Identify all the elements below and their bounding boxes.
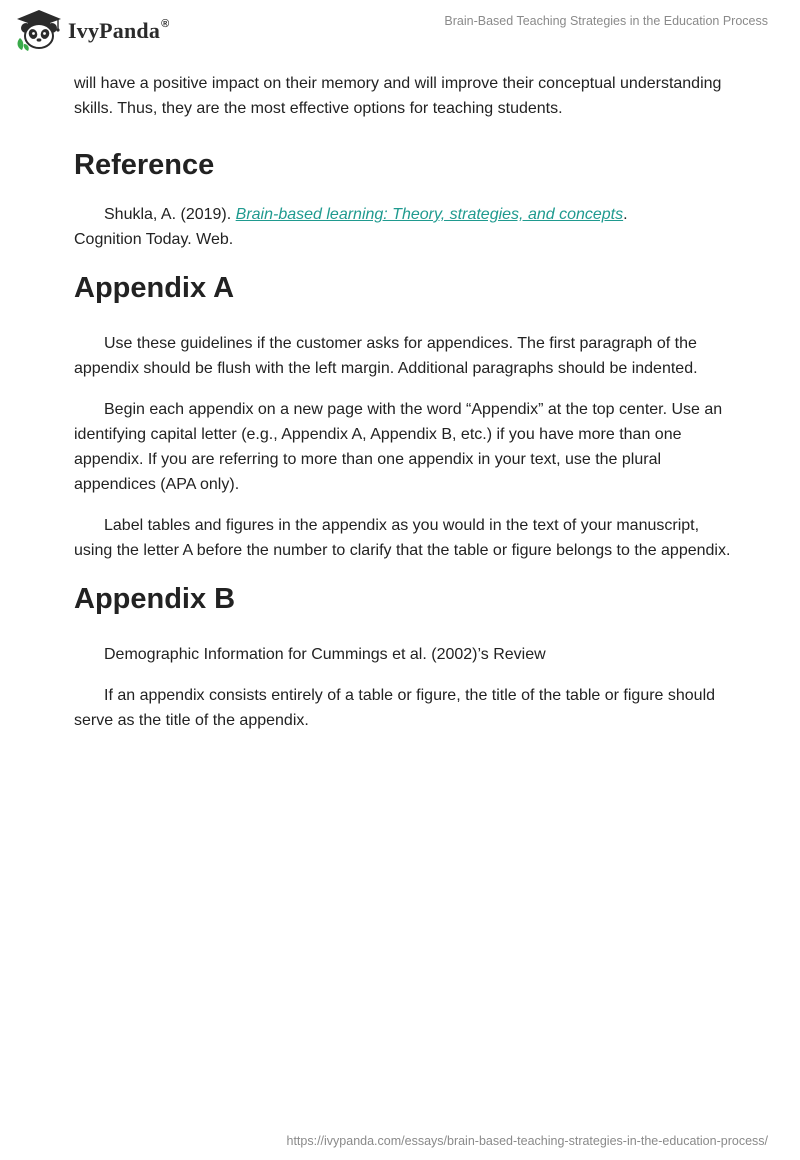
reference-link-period: . xyxy=(623,206,628,223)
reference-entry xyxy=(74,202,734,252)
reference-link[interactable]: Brain-based learning: Theory, strategies, and concepts xyxy=(235,206,624,223)
panda-graduate-icon xyxy=(14,8,64,52)
page-header xyxy=(0,0,800,60)
appendix-a-paragraph: Use these guidelines if the customer asks for appendices. The first paragraph of the appendix should be flush with the left margin. Additional paragraphs should be indented. xyxy=(74,335,698,377)
reference-source: Cognition Today. Web. xyxy=(74,231,234,248)
registered-mark: ® xyxy=(161,17,170,30)
appendix-b-paragraph: If an appendix consists entirely of a table or figure, the title of the table or figure should serve as the title of the appendix. xyxy=(74,687,716,729)
logo-text: IvyPanda® xyxy=(68,17,170,43)
reference-author-year: Shukla, A. (2019). xyxy=(104,206,236,223)
reference-heading: Reference xyxy=(74,149,215,181)
appendix-b-heading: Appendix B xyxy=(74,583,236,615)
document-title: Brain-Based Teaching Strategies in the Education Process xyxy=(444,14,768,28)
document-body xyxy=(74,71,734,733)
appendix-a-heading: Appendix A xyxy=(74,272,235,304)
intro-paragraph: will have a positive impact on their memory and will improve their conceptual understanding skills. Thus, they are the most effective options for teaching students. xyxy=(74,75,722,117)
footer-url[interactable]: https://ivypanda.com/essays/brain-based-teaching-strategies-in-the-education-process/ xyxy=(286,1134,768,1148)
appendix-a-paragraph: Label tables and figures in the appendix as you would in the text of your manuscript, using the letter A before the number to clarify that the table or figure belongs to the appendix. xyxy=(74,517,731,559)
appendix-a-paragraph: Begin each appendix on a new page with the word “Appendix” at the top center. Use an identifying capital letter (e.g., Appendix A, Appendix B, etc.) if you have more than one appendix. If you are referring to more than one appendix in your text, use the plural appendices (APA only). xyxy=(74,401,723,493)
ivypanda-logo[interactable] xyxy=(14,8,169,52)
appendix-b-table-title: Demographic Information for Cummings et al. (2002)’s Review xyxy=(104,646,546,663)
